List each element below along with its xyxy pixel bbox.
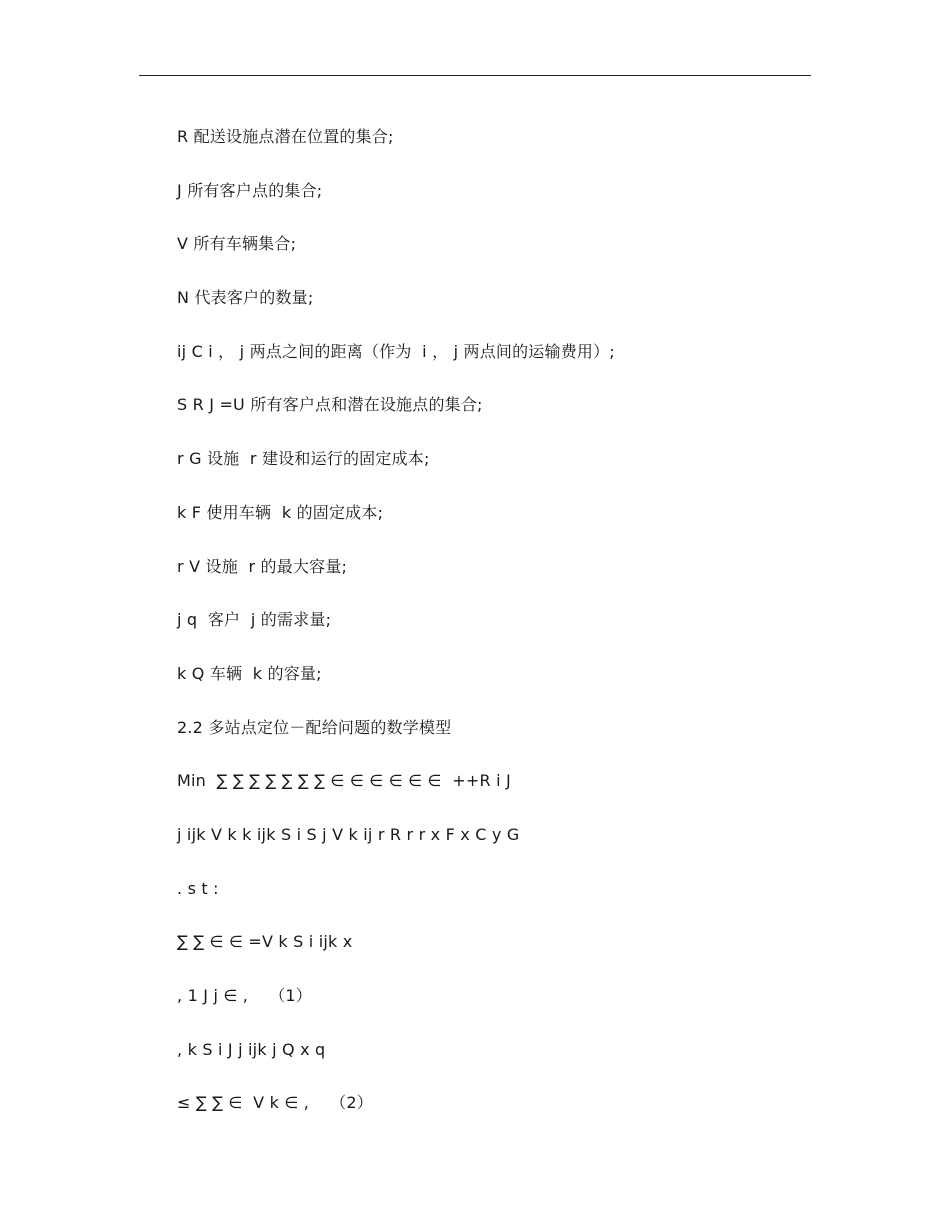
definition-line-vr: r V 设施 r 的最大容量;	[177, 556, 348, 576]
constraint-line-2b: ≤ ∑ ∑ ∈ V k ∈ , （2）	[177, 1093, 373, 1113]
definition-line-j: J 所有客户点的集合;	[177, 180, 323, 200]
document-body	[177, 125, 817, 1145]
objective-line-2: j ijk V k k ijk S i S j V k ij r R r r x F x C y G	[177, 824, 520, 844]
definition-line-fk: k F 使用车辆 k 的固定成本;	[177, 502, 384, 522]
definition-line-cij: ij C i ， j 两点之间的距离（作为 i ， j 两点间的运输费用）;	[177, 341, 615, 361]
constraint-line-2a: , k S i J j ijk j Q x q	[177, 1039, 326, 1059]
definition-line-s: S R J =U 所有客户点和潜在设施点的集合;	[177, 395, 483, 415]
definition-line-v: V 所有车辆集合;	[177, 234, 297, 254]
section-heading: 2.2 多站点定位－配给问题的数学模型	[177, 717, 452, 737]
definition-line-n: N 代表客户的数量;	[177, 288, 314, 308]
definition-line-gr: r G 设施 r 建设和运行的固定成本;	[177, 449, 430, 469]
constraint-line-1b: , 1 J j ∈ , （1）	[177, 986, 313, 1005]
definition-line-qj: j q 客户 j 的需求量;	[177, 610, 332, 630]
header-rule	[139, 75, 811, 76]
definition-line-r: R 配送设施点潜在位置的集合;	[177, 127, 394, 146]
definition-line-qk: k Q 车辆 k 的容量;	[177, 663, 322, 683]
objective-line-1: Min ∑ ∑ ∑ ∑ ∑ ∑ ∑ ∈ ∈ ∈ ∈ ∈ ∈ ++R i J	[177, 771, 511, 791]
constraint-line-1a: ∑ ∑ ∈ ∈ =V k S i ijk x	[177, 932, 353, 952]
subject-to-line: . s t :	[177, 878, 219, 898]
